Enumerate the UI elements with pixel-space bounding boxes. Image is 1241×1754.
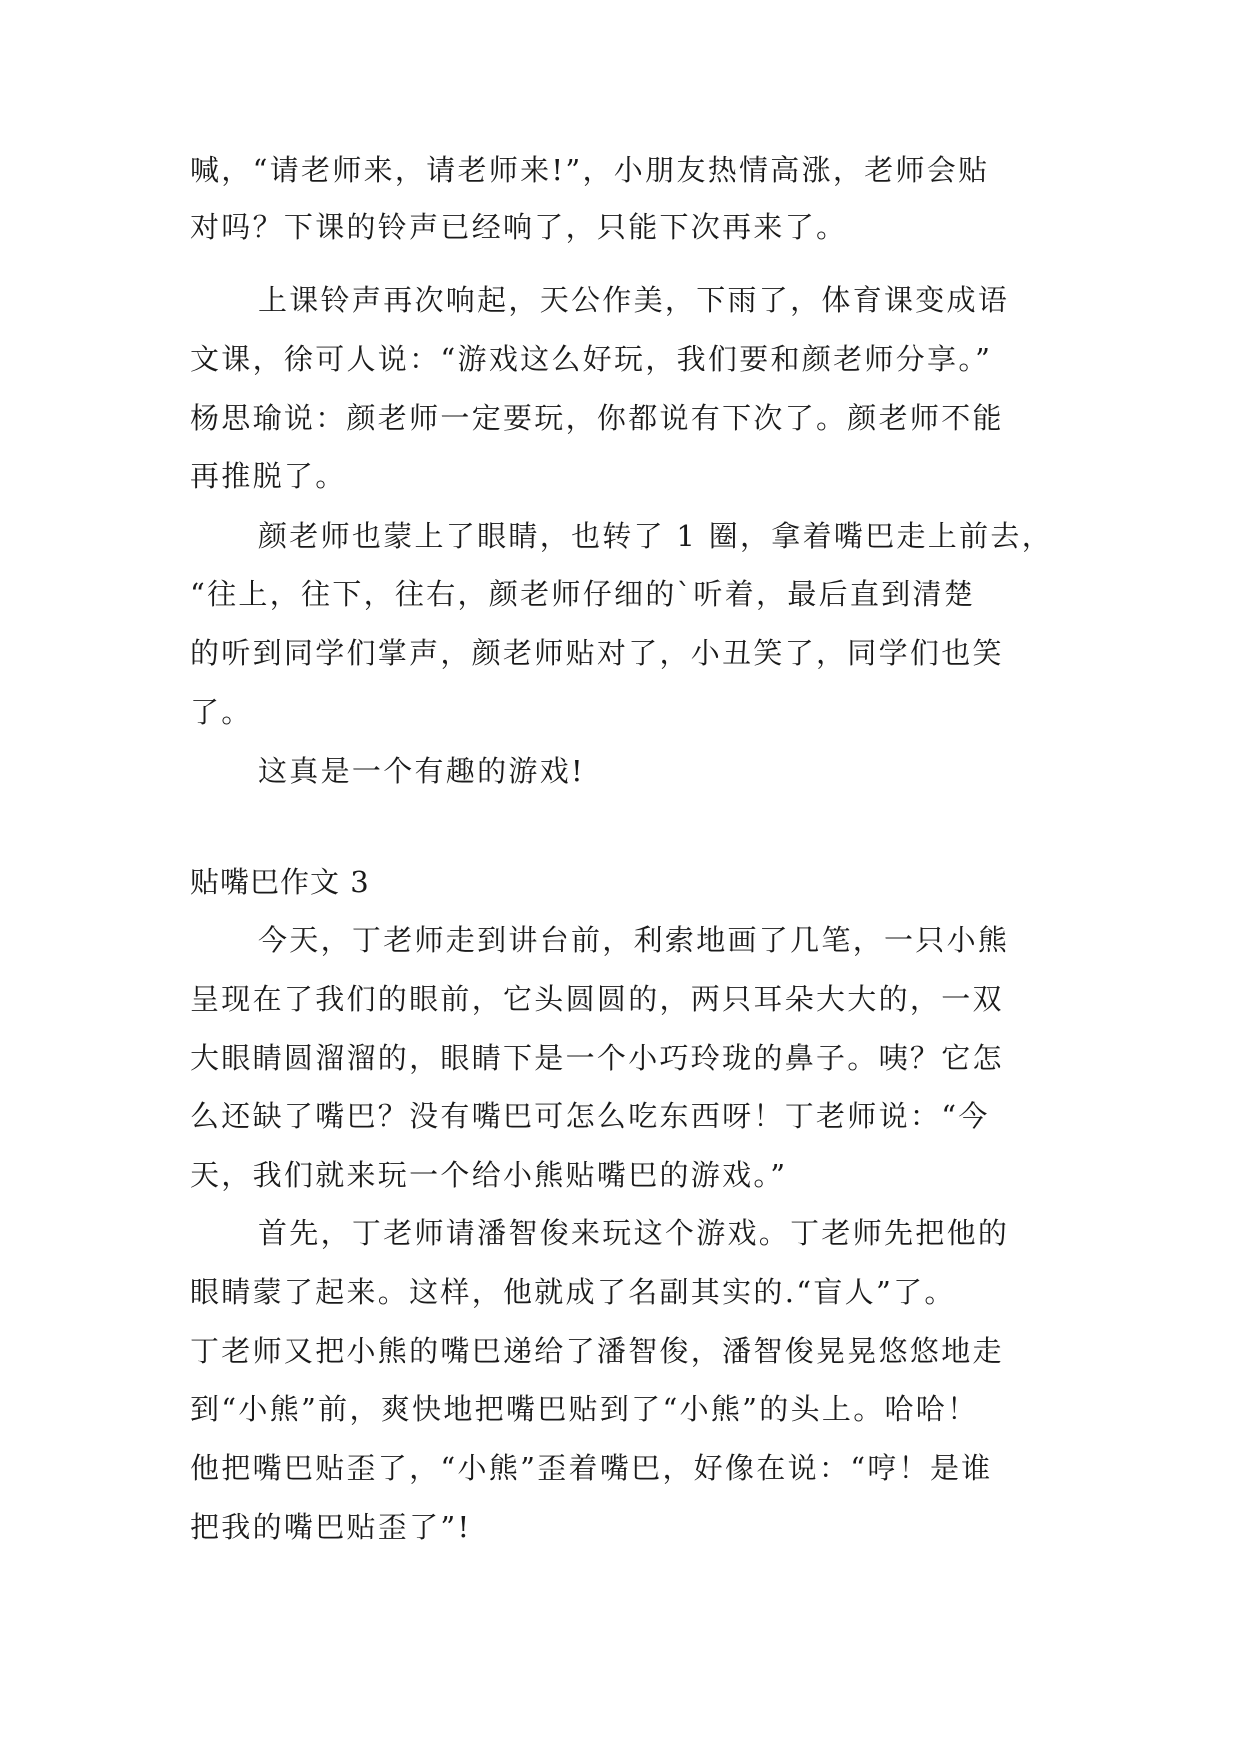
paragraph-first-line: 今天，丁老师走到讲台前，利索地画了几笔，一只小熊 — [258, 923, 1010, 957]
text-line: 杨思瑜说：颜老师一定要玩，你都说有下次了。颜老师不能 — [190, 401, 1004, 435]
paragraph-first-line: 上课铃声再次响起，天公作美，下雨了，体育课变成语 — [258, 283, 1010, 317]
text-line: 文课，徐可人说：“游戏这么好玩，我们要和颜老师分享。” — [190, 342, 993, 376]
text-line: 丁老师又把小熊的嘴巴递给了潘智俊，潘智俊晃晃悠悠地走 — [190, 1334, 1004, 1368]
text-line: “往上，往下，往右，颜老师仔细的`听着，最后直到清楚 — [190, 577, 976, 611]
text-line: 对吗？下课的铃声已经响了，只能下次再来了。 — [190, 210, 848, 244]
text-line: 喊，“请老师来，请老师来!”，小朋友热情高涨，老师会贴 — [190, 153, 990, 187]
text-line: 天，我们就来玩一个给小熊贴嘴巴的游戏。” — [190, 1158, 788, 1192]
text-line: 么还缺了嘴巴？没有嘴巴可怎么吃东西呀！丁老师说：“今 — [190, 1099, 990, 1133]
text-line: 眼睛蒙了起来。这样，他就成了名副其实的.“盲人”了。 — [190, 1275, 956, 1309]
text-line: 到“小熊”前，爽快地把嘴巴贴到了“小熊”的头上。哈哈！ — [190, 1392, 979, 1426]
paragraph-first-line: 首先，丁老师请潘智俊来玩这个游戏。丁老师先把他的 — [258, 1216, 1010, 1250]
text-line: 把我的嘴巴贴歪了”! — [190, 1510, 472, 1544]
text-line: 他把嘴巴贴歪了，“小熊”歪着嘴巴，好像在说：“哼！是谁 — [190, 1451, 993, 1485]
paragraph-first-line: 颜老师也蒙上了眼睛，也转了 1 圈，拿着嘴巴走上前去， — [258, 519, 1053, 553]
section-heading: 贴嘴巴作文 3 — [190, 865, 370, 899]
text-line: 大眼睛圆溜溜的，眼睛下是一个小巧玲珑的鼻子。咦？它怎 — [190, 1041, 1004, 1075]
text-line: 呈现在了我们的眼前，它头圆圆的，两只耳朵大大的，一双 — [190, 982, 1004, 1016]
text-line: 再推脱了。 — [190, 459, 347, 493]
paragraph-first-line: 这真是一个有趣的游戏! — [258, 754, 585, 788]
text-line: 的听到同学们掌声，颜老师贴对了，小丑笑了，同学们也笑 — [190, 636, 1004, 670]
text-line: 了。 — [190, 695, 253, 729]
